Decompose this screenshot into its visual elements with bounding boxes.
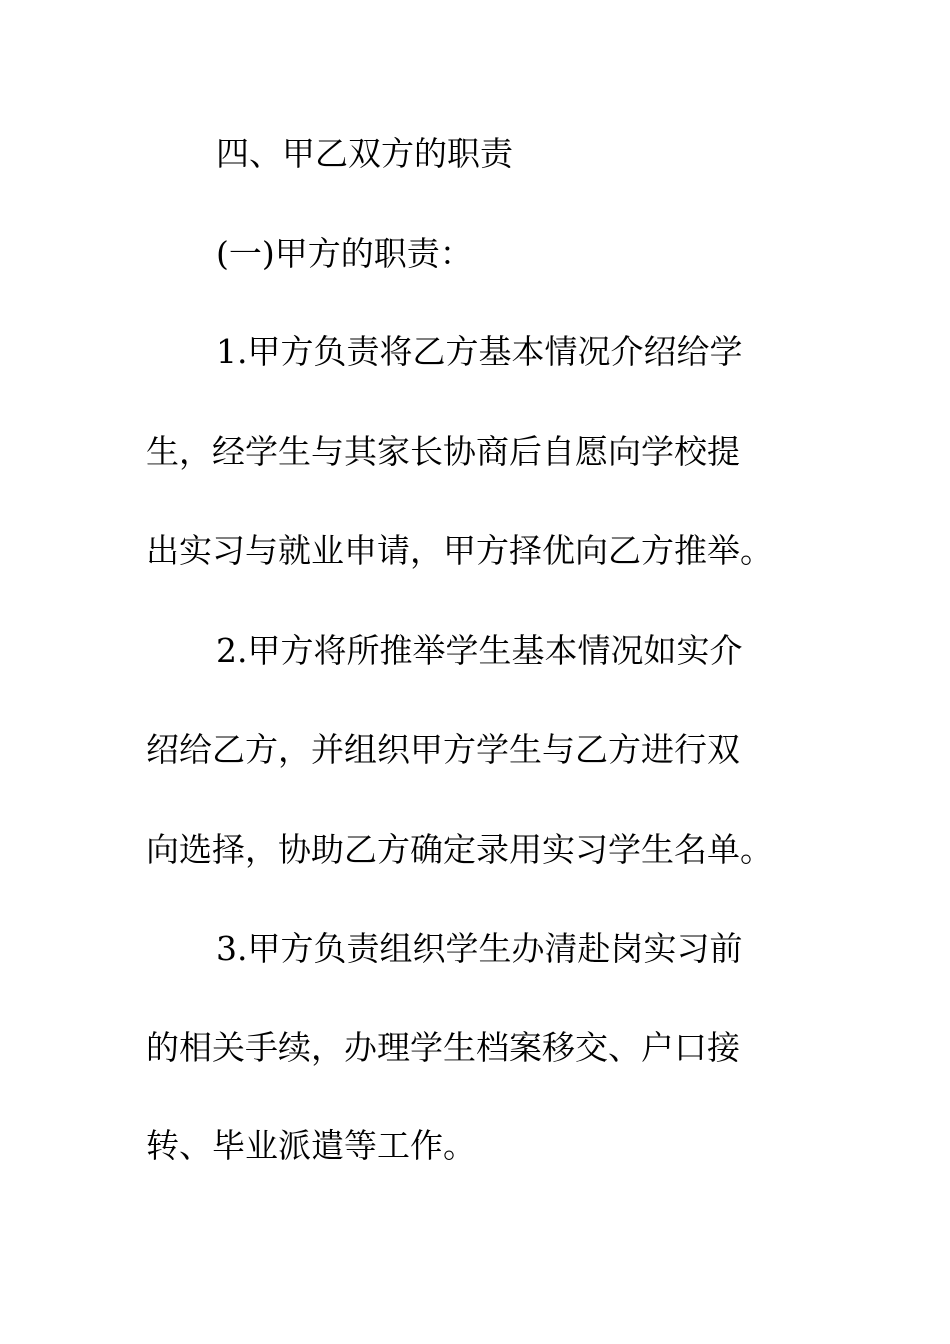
paragraph-line: 2.甲方将所推举学生基本情况如实介 xyxy=(216,631,743,670)
paragraph-line: 生，经学生与其家长协商后自愿向学校提 xyxy=(146,432,740,471)
paragraph-line: 的相关手续，办理学生档案移交、户口接 xyxy=(146,1028,740,1067)
section-heading: 四、甲乙双方的职责 xyxy=(216,134,513,173)
paragraph-line: 出实习与就业申请，甲方择优向乙方推举。 xyxy=(146,531,773,570)
paragraph-line: 3.甲方负责组织学生办清赴岗实习前 xyxy=(216,929,743,968)
paragraph-line: 绍给乙方，并组织甲方学生与乙方进行双 xyxy=(146,730,740,769)
subsection-heading: (一)甲方的职责： xyxy=(216,234,473,273)
paragraph-line: 1.甲方负责将乙方基本情况介绍给学 xyxy=(216,332,743,371)
paragraph-line: 向选择，协助乙方确定录用实习学生名单。 xyxy=(146,830,773,869)
paragraph-line: 转、毕业派遣等工作。 xyxy=(146,1126,476,1165)
